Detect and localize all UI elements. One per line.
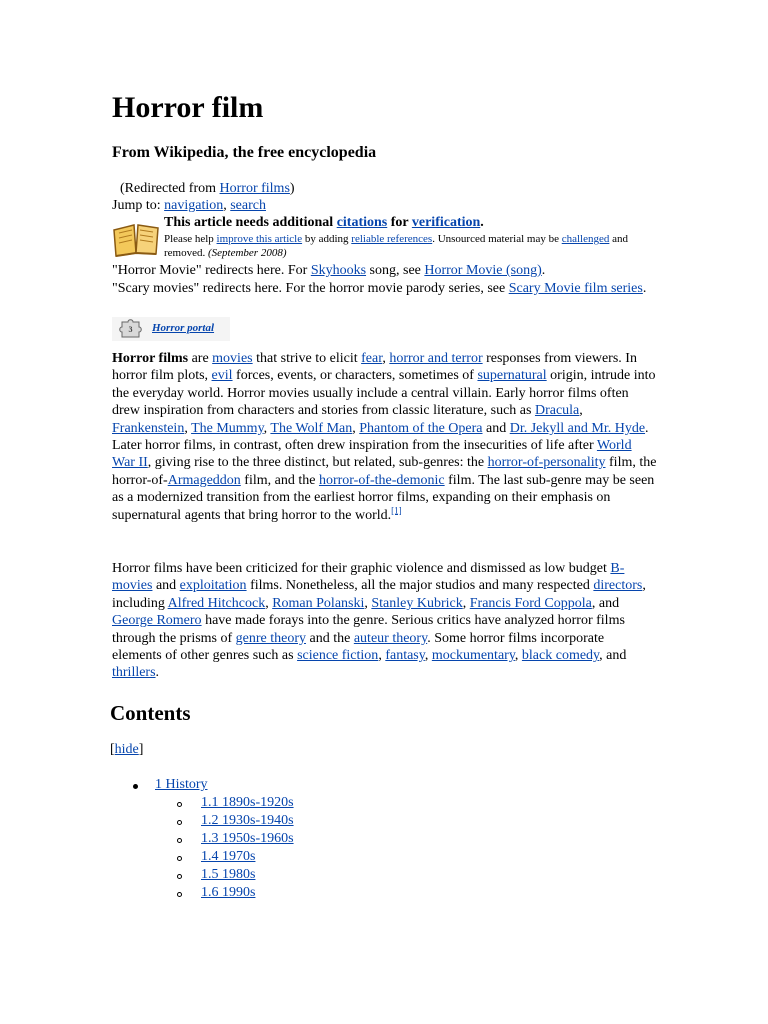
- citation-notice: [112, 214, 652, 262]
- toc-sub-bullet: [177, 838, 182, 843]
- world-war-ii-link[interactable]: World War II: [112, 438, 632, 471]
- site-subtitle: From Wikipedia, the free encyclopedia: [112, 144, 377, 161]
- skyhooks-link[interactable]: Skyhooks: [310, 263, 367, 278]
- toc-item-1930s-1940s[interactable]: 1.2 1930s-1940s: [201, 813, 294, 828]
- horror-and-terror-link[interactable]: horror and terror: [389, 351, 483, 366]
- phantom-of-the-opera-link[interactable]: Phantom of the Opera: [359, 420, 483, 436]
- hitchcock-link[interactable]: Alfred Hitchcock: [167, 595, 266, 611]
- evil-link[interactable]: evil: [211, 368, 233, 384]
- black-comedy-link[interactable]: black comedy: [521, 648, 600, 664]
- jump-to: Jump to: navigation, search: [112, 198, 266, 213]
- svg-text:3: 3: [128, 325, 133, 334]
- jump-navigation-link[interactable]: navigation: [164, 198, 224, 213]
- hatnote-scary-movies: "Scary movies" redirects here. For the horror movie parody series, see Scary Movie film series.: [112, 281, 647, 296]
- scary-movie-series-link[interactable]: Scary Movie film series: [508, 281, 643, 296]
- verification-link[interactable]: verification: [411, 215, 481, 230]
- frankenstein-link[interactable]: Frankenstein: [112, 420, 185, 436]
- horror-portal-box[interactable]: [112, 317, 230, 341]
- armageddon-link[interactable]: Armageddon: [167, 472, 241, 488]
- toc-sub-bullet: [177, 856, 182, 861]
- toc-toggle: [hide]: [110, 742, 144, 757]
- horror-of-the-demonic-link[interactable]: horror-of-the-demonic: [318, 472, 445, 488]
- jump-search-link[interactable]: search: [230, 198, 266, 213]
- science-fiction-link[interactable]: science fiction: [297, 648, 379, 664]
- notice-title: This article needs additional citations for verification.: [164, 215, 484, 230]
- b-movies-link[interactable]: B-movies: [112, 561, 625, 594]
- book-icon: [112, 220, 160, 258]
- toc-sub-bullet: [177, 874, 182, 879]
- fantasy-link[interactable]: fantasy: [385, 648, 425, 664]
- portal-puzzle-icon: [116, 319, 146, 339]
- fear-link[interactable]: fear: [361, 351, 383, 366]
- redirect-source-link[interactable]: Horror films: [219, 181, 290, 196]
- citations-link[interactable]: citations: [336, 215, 388, 230]
- hide-toc-link[interactable]: hide: [114, 742, 139, 757]
- directors-link[interactable]: directors: [593, 578, 643, 594]
- redirect-note: (Redirected from Horror films): [120, 181, 295, 196]
- notice-date: (September 2008): [207, 247, 287, 259]
- reference-1-link[interactable]: [1]: [391, 505, 402, 515]
- jekyll-and-hyde-link[interactable]: Dr. Jekyll and Mr. Hyde: [509, 420, 646, 436]
- thrillers-link[interactable]: thrillers: [112, 665, 156, 681]
- toc-sub-bullet: [177, 820, 182, 825]
- toc-bullet: [133, 784, 138, 789]
- hatnote-horror-movie: "Horror Movie" redirects here. For Skyhooks song, see Horror Movie (song).: [112, 263, 546, 278]
- genre-theory-link[interactable]: genre theory: [235, 630, 307, 646]
- contents-heading: Contents: [110, 701, 191, 725]
- toc-item-1970s[interactable]: 1.4 1970s: [201, 849, 256, 864]
- page-title: Horror film: [112, 91, 264, 124]
- challenged-link[interactable]: challenged: [561, 233, 610, 245]
- toc-item-1950s-1960s[interactable]: 1.3 1950s-1960s: [201, 831, 294, 846]
- supernatural-link[interactable]: supernatural: [477, 368, 547, 384]
- improve-article-link[interactable]: improve this article: [216, 233, 303, 245]
- polanski-link[interactable]: Roman Polanski: [272, 595, 365, 611]
- reliable-references-link[interactable]: reliable references: [351, 233, 433, 245]
- coppola-link[interactable]: Francis Ford Coppola: [469, 595, 592, 611]
- the-wolf-man-link[interactable]: The Wolf Man: [270, 420, 353, 436]
- dracula-link[interactable]: Dracula: [534, 403, 580, 419]
- romero-link[interactable]: George Romero: [112, 613, 202, 629]
- toc-sub-bullet: [177, 892, 182, 897]
- notice-body: Please help improve this article by adding reliable references. Unsourced material may be challenged and removed. (September 2008): [164, 233, 629, 259]
- horror-movie-song-link[interactable]: Horror Movie (song): [424, 263, 542, 278]
- toc-item-history[interactable]: 1 History: [155, 777, 208, 792]
- kubrick-link[interactable]: Stanley Kubrick: [371, 595, 463, 611]
- horror-portal-link[interactable]: Horror portal: [152, 322, 215, 334]
- the-mummy-link[interactable]: The Mummy: [191, 420, 264, 436]
- toc-sub-bullet: [177, 802, 182, 807]
- toc-item-1980s[interactable]: 1.5 1980s: [201, 867, 256, 882]
- criticism-paragraph: Horror films have been criticized for their graphic violence and dismissed as low budget B-movies and exploitation films. Nonetheless, all the major studios and many respected directors, including Alfred Hitchcock, Roman Polanski, Stanley Kubrick, Francis Ford Coppola, and George Romero have made forays into the genre. Serious critics have analyzed horror films through the prisms of genre theory and the auteur theory. Some horror films incorporate elements of other genres such as science fiction, fantasy, mockumentary, black comedy, and thrillers.: [112, 561, 646, 681]
- horror-of-personality-link[interactable]: horror-of-personality: [487, 455, 606, 471]
- exploitation-link[interactable]: exploitation: [179, 578, 247, 594]
- auteur-theory-link[interactable]: auteur theory: [353, 630, 428, 646]
- movies-link[interactable]: movies: [212, 351, 253, 366]
- intro-paragraph: Horror films are movies that strive to elicit fear, horror and terror responses from viewers. In horror film plots, evil forces, events, or characters, sometimes of supernatural origin, intrude into the everyday world. Horror movies usually include a central villain. Early horror films often drew inspiration from characters and stories from classic literature, such as Dracula, Frankenstein, The Mummy, The Wolf Man, Phantom of the Opera and Dr. Jekyll and Mr. Hyde. Later horror films, in contrast, often drew inspiration from the insecurities of life after World War II, giving rise to the three distinct, but related, sub-genres: the horror-of-personality film, the horror-of-Armageddon film, and the horror-of-the-demonic film. The last sub-genre may be seen as a modernized transition from the earliest horror films, expanding on their emphasis on supernatural agents that bring horror to the world.[1]: [112, 351, 657, 523]
- mockumentary-link[interactable]: mockumentary: [431, 648, 515, 664]
- toc-item-1890s-1920s[interactable]: 1.1 1890s-1920s: [201, 795, 294, 810]
- toc-item-1990s[interactable]: 1.6 1990s: [201, 885, 256, 900]
